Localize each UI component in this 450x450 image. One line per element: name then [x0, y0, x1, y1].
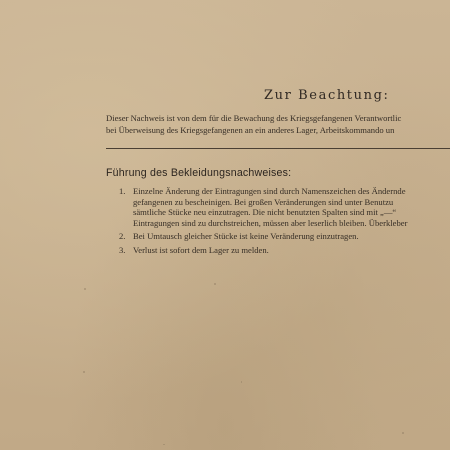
item-line: Bei Umtausch gleicher Stücke ist keine Veränderung einzutragen.	[133, 231, 359, 242]
intro-paragraph	[106, 112, 401, 136]
list-item	[119, 186, 407, 228]
item-line: Eintragungen sind zu durchstreichen, müssen aber leserlich bleiben. Überkleber	[133, 217, 408, 228]
item-number: 3.	[119, 244, 126, 255]
item-line: Verlust ist sofort dem Lager zu melden.	[133, 244, 269, 255]
section-title: Führung des Bekleidungsnachweises:	[106, 167, 292, 179]
paper-speck	[214, 283, 216, 285]
paper-speck	[402, 432, 404, 434]
item-line: Einzelne Änderung der Eintragungen sind durch Namenszeichen des Ändernde	[133, 186, 406, 196]
item-number: 1.	[119, 186, 126, 196]
paper-speck	[84, 288, 86, 290]
item-line: sämtliche Stücke neu einzutragen. Die nicht benutzten Spalten sind mit „—“	[133, 207, 397, 218]
intro-line: Dieser Nachweis ist von dem für die Bewachung des Kriegsgefangenen Verantwortlic	[106, 113, 402, 123]
item-number: 2.	[119, 231, 126, 242]
list-item	[119, 231, 407, 242]
paper-speck	[241, 381, 242, 383]
paper-speck	[83, 371, 85, 373]
section-divider	[106, 148, 450, 149]
paper-speck	[163, 444, 165, 445]
item-line: gefangenen zu bescheinigen. Bei großen Veränderungen sind unter Benutzu	[133, 196, 394, 207]
list-item	[119, 245, 407, 256]
instruction-list	[119, 186, 407, 256]
page-heading: Zur Beachtung:	[264, 88, 390, 103]
intro-line: bei Überweisung des Kriegsgefangenen an ein anderes Lager, Arbeitskommando un	[106, 125, 395, 135]
